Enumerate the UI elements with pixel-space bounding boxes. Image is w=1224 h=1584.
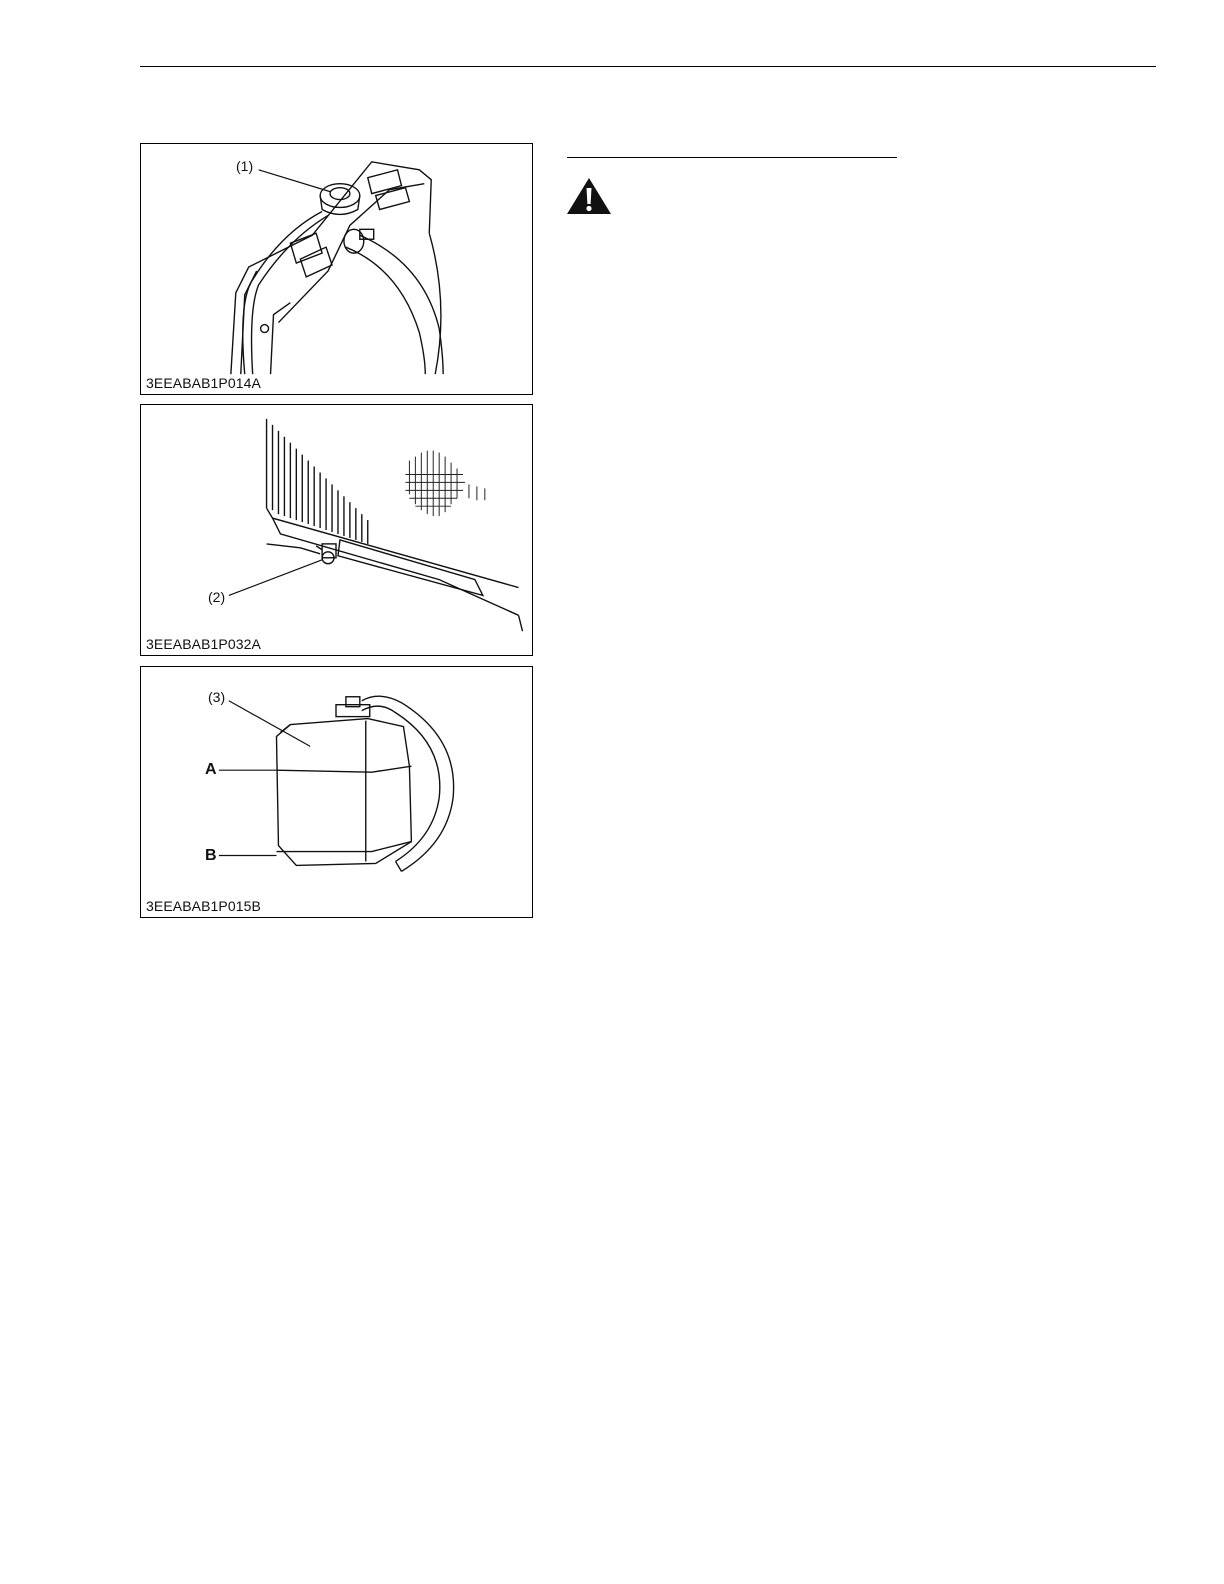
callout-2: (2) (208, 589, 226, 605)
figure-radiator-cap (140, 143, 533, 395)
recovery-tank-illustration (141, 667, 532, 917)
figure-recovery-tank (140, 666, 533, 918)
section-rule (567, 157, 897, 158)
callout-1: (1) (236, 158, 254, 174)
figure-code: 3EEABAB1P032A (146, 636, 261, 652)
callout-3: (3) (208, 689, 226, 705)
figure-code: 3EEABAB1P015B (146, 898, 261, 914)
figure-code: 3EEABAB1P014A (146, 375, 261, 391)
figure-drain-cock (140, 404, 533, 656)
header-rule (140, 66, 1156, 67)
warning-triangle-icon (566, 177, 612, 215)
level-mark-b: B (205, 847, 217, 864)
level-mark-a: A (205, 761, 217, 778)
drain-cock-illustration (141, 405, 532, 655)
radiator-cap-illustration (141, 144, 532, 394)
